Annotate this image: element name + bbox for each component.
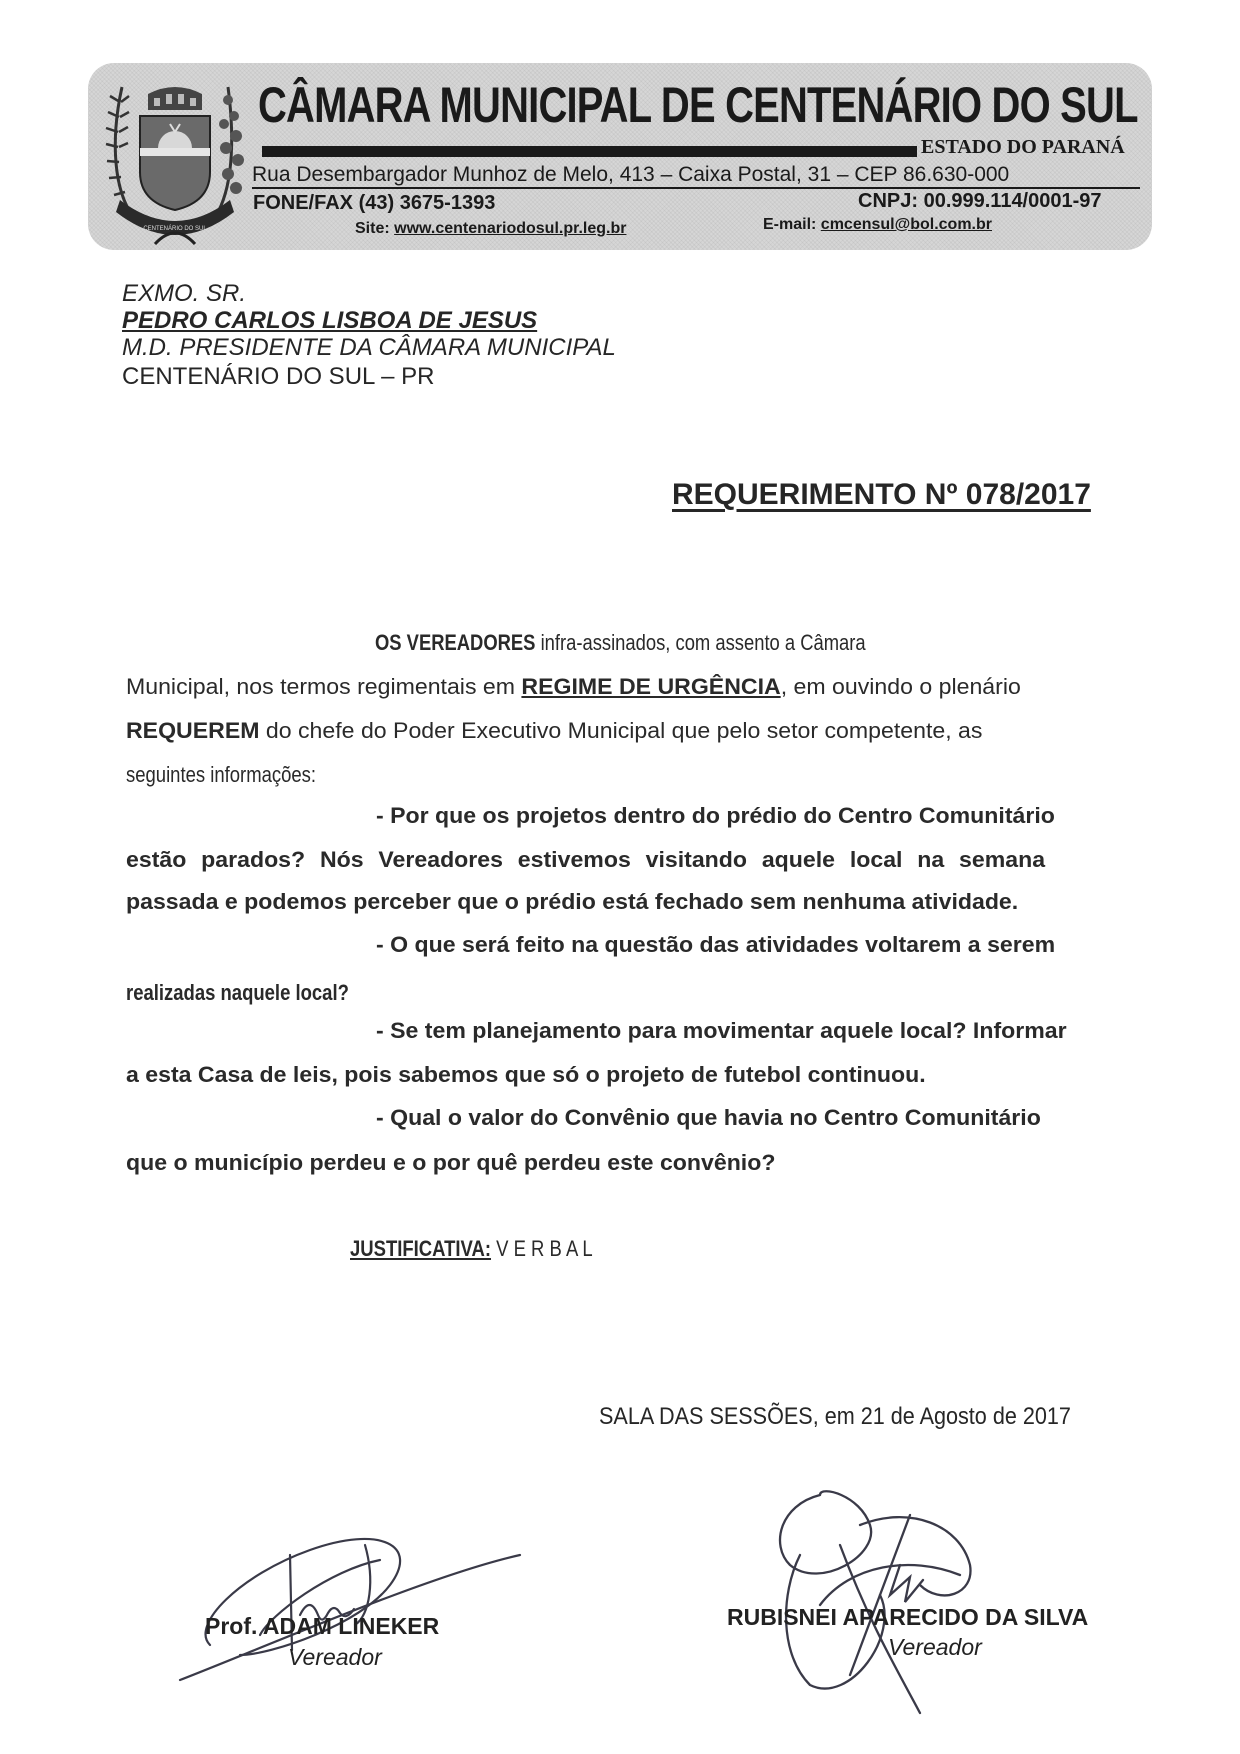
item-4-text-a: - Qual o valor do Convênio que havia no Centro Comunitário <box>376 1105 1041 1130</box>
crest-banner-text: CENTENÁRIO DO SUL <box>143 226 207 232</box>
letterhead-divider <box>262 146 917 157</box>
signer-1-name: Prof. ADAM LINEKER <box>205 1613 440 1639</box>
signer-1-role: Vereador <box>288 1644 382 1670</box>
addressee-role: M.D. PRESIDENTE DA CÂMARA MUNICIPAL <box>122 334 616 361</box>
item-3-text-a: - Se tem planejamento para movimentar aquele local? Informar <box>376 1018 1067 1043</box>
intro-line-4-text: seguintes informações: <box>126 762 317 787</box>
item-3-text-b: a esta Casa de leis, pois sabemos que só o projeto de futebol continuou. <box>126 1062 926 1087</box>
item-4-line-2 <box>126 1150 1144 1176</box>
item-4-first-line <box>376 1105 1240 1131</box>
item-4-text-b: que o município perdeu e o por quê perdeu este convênio? <box>126 1150 776 1175</box>
intro-line-2 <box>126 674 1144 700</box>
email-label: E-mail: <box>763 216 821 233</box>
intro-line-2-post: , em ouvindo o plenário <box>780 674 1021 699</box>
justification <box>350 1236 1240 1262</box>
signer-2-role: Vereador <box>888 1634 982 1660</box>
site-label: Site: <box>355 220 395 237</box>
letterhead-phone: FONE/FAX (43) 3675-1393 <box>253 192 496 214</box>
item-1-first-line <box>376 803 1240 829</box>
letterhead-cnpj: CNPJ: 00.999.114/0001-97 <box>858 190 1102 212</box>
letterhead-site <box>355 220 626 238</box>
intro-line-4 <box>126 762 1144 788</box>
signature-adam-lineker-icon <box>180 1505 560 1705</box>
intro-line-1 <box>126 630 1144 656</box>
intro-line-3-text: do chefe do Poder Executivo Municipal que pelo setor competente, as <box>259 718 983 743</box>
addressee-name: PEDRO CARLOS LISBOA DE JESUS <box>122 307 538 334</box>
addressee-place: CENTENÁRIO DO SUL – PR <box>122 363 435 390</box>
letterhead-address: Rua Desembargador Munhoz de Melo, 413 – Caixa Postal, 31 – CEP 86.630-000 <box>252 163 1140 189</box>
letterhead-email <box>763 216 992 234</box>
intro-subject: OS VEREADORES <box>375 630 536 655</box>
item-1-line-2 <box>126 847 1144 873</box>
intro-line-2-pre: Municipal, nos termos regimentais em <box>126 674 522 699</box>
intro-line-3 <box>126 718 1144 744</box>
item-3-line-2 <box>126 1062 1144 1088</box>
letterhead-state: ESTADO DO PARANÁ <box>921 136 1125 158</box>
addressee-salutation: EXMO. SR. <box>122 280 247 307</box>
letterhead-title: CÂMARA MUNICIPAL DE CENTENÁRIO DO SUL <box>258 77 1138 133</box>
intro-verb: REQUEREM <box>126 718 260 743</box>
signer-2-name: RUBISNEI APARECIDO DA SILVA <box>727 1604 1089 1630</box>
site-link[interactable]: www.centenariodosul.pr.leg.br <box>394 220 627 237</box>
item-2-text-b: realizadas naquele local? <box>126 980 349 1005</box>
session-place-date: SALA DAS SESSÕES, em 21 de Agosto de 2017 <box>599 1403 1071 1430</box>
justification-label: JUSTIFICATIVA: <box>350 1236 492 1261</box>
item-1-text-c: passada e podemos perceber que o prédio está fechado sem nenhuma atividade. <box>126 889 1019 914</box>
regime-urgencia: REGIME DE URGÊNCIA <box>521 674 781 699</box>
item-3-first-line <box>376 1018 1240 1044</box>
municipal-crest-icon <box>100 72 250 247</box>
signature-rubisnei-silva-icon <box>760 1485 1020 1715</box>
item-2-first-line <box>376 932 1240 958</box>
item-1-line-3 <box>126 889 1144 915</box>
item-1-text-b: estão parados? Nós Vereadores estivemos visitando aquele local na semana <box>126 847 1046 872</box>
item-2-text-a: - O que será feito na questão das atividades voltarem a serem <box>376 932 1056 957</box>
justification-value: V E R B A L <box>491 1236 593 1261</box>
email-link[interactable]: cmcensul@bol.com.br <box>820 216 992 233</box>
item-1-text-a: - Por que os projetos dentro do prédio do Centro Comunitário <box>376 803 1055 828</box>
item-2-line-2 <box>126 980 1144 1006</box>
document-title: REQUERIMENTO Nº 078/2017 <box>672 478 1091 511</box>
intro-line-1-text: infra-assinados, com assento a Câmara <box>535 630 866 655</box>
